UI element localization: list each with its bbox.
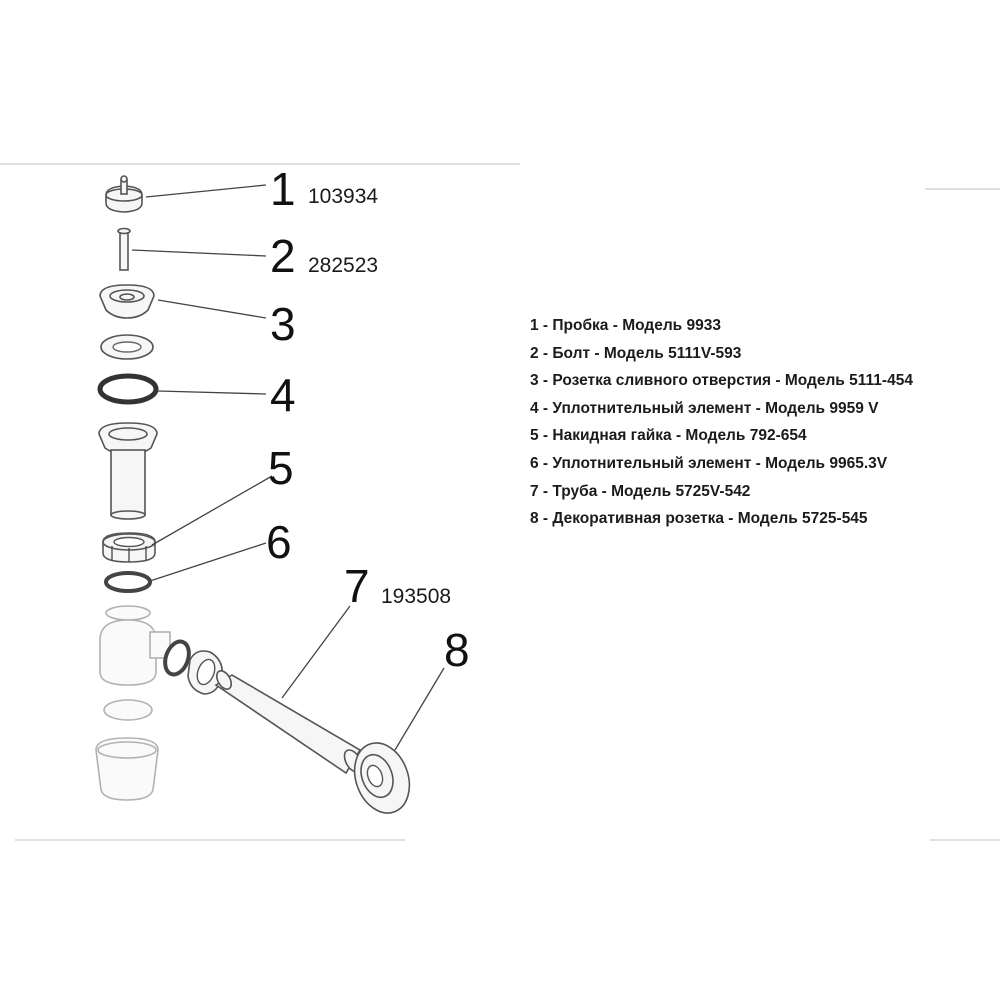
legend-item-3: 3 - Розетка сливного отверстия - Модель 5111-454 — [530, 372, 913, 390]
legend-item-4: 4 - Уплотнительный элемент - Модель 9959 V — [530, 399, 879, 417]
callout-8 — [444, 624, 470, 676]
callout-number: 3 — [270, 298, 296, 350]
callout-5 — [268, 442, 294, 494]
callout-number: 4 — [270, 369, 296, 421]
part-6-seal-ring — [106, 573, 150, 591]
callout-number: 7 — [344, 560, 370, 612]
callout-number: 1 — [270, 163, 296, 215]
callout-number: 2 — [270, 230, 296, 282]
legend-item-8: 8 - Декоративная розетка - Модель 5725-545 — [530, 510, 868, 528]
part-2-bolt — [118, 229, 130, 271]
part-3-drain-rosette — [100, 285, 154, 359]
callout-6 — [266, 516, 292, 568]
legend-item-2: 2 - Болт - Модель 5111V-593 — [530, 344, 742, 362]
callout-code: 103934 — [308, 185, 379, 208]
drain-body — [99, 423, 157, 519]
parts-legend — [530, 312, 990, 533]
callout-number: 6 — [266, 516, 292, 568]
part-7-pipe — [214, 668, 365, 775]
callout-1 — [270, 163, 378, 215]
legend-item-7: 7 - Труба - Модель 5725V-542 — [530, 482, 751, 500]
callout-number: 8 — [444, 624, 470, 676]
callout-2 — [270, 230, 378, 282]
callout-4 — [270, 369, 296, 421]
part-1-stopper — [106, 176, 142, 212]
part-5-union-nut — [103, 533, 155, 562]
callout-7 — [344, 560, 451, 612]
callout-code: 282523 — [308, 254, 379, 277]
part-4-sealing-ring — [100, 376, 156, 402]
legend-item-6: 6 - Уплотнительный элемент - Модель 9965.3V — [530, 454, 888, 472]
legend-item-5: 5 - Накидная гайка - Модель 792-654 — [530, 427, 807, 445]
callout-3 — [270, 298, 296, 350]
callout-code: 193508 — [381, 585, 452, 608]
callout-number: 5 — [268, 442, 294, 494]
siphon-body-faded — [96, 606, 170, 800]
legend-item-1: 1 - Пробка - Модель 9933 — [530, 317, 721, 334]
